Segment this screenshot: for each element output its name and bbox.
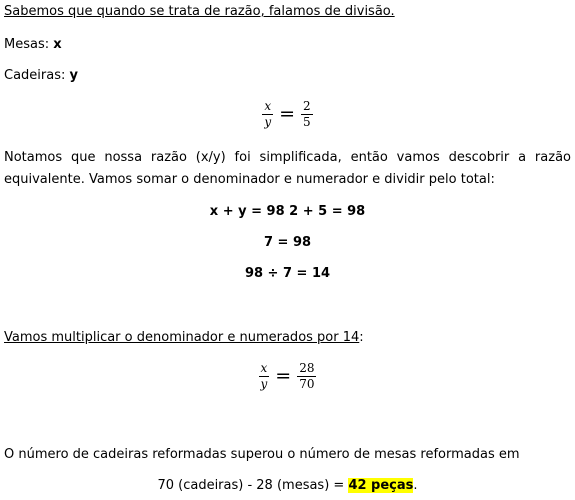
cadeiras-variable: y [69,68,78,83]
fraction-28-over-70 [297,362,316,391]
ratio-equation-2 [0,359,575,393]
multiply-text: Vamos multiplicar o denominador e numerados por 14 [4,330,360,345]
equation-total: 7 = 98 [263,235,312,250]
result-answer-highlight: 42 peças [348,478,414,493]
mesas-variable: x [53,37,62,52]
explanation-paragraph: Notamos que nossa razão (x/y) foi simplificada, então vamos descobrir a razão equivalente. Vamos somar o denominador e numerador e dividir pelo total: [4,150,571,187]
result-prefix: 70 (cadeiras) - 28 (mesas) = [157,478,349,493]
multiply-line [4,329,364,346]
fraction-numerator: 28 [299,360,315,375]
fraction-denominator: y [260,376,268,391]
result-period: . [413,478,418,493]
equation-division: 98 ÷ 7 = 14 [244,266,331,281]
fraction-denominator: y [264,114,272,129]
equation-sum: x + y = 98 2 + 5 = 98 [209,204,366,219]
fraction-numerator: x [264,98,272,113]
ratio-equation-1 [0,97,575,131]
multiply-colon: : [359,330,364,345]
fraction-x-over-y [259,362,270,391]
fraction-denominator: 5 [303,114,311,129]
equals-sign: = [279,102,296,125]
fraction-denominator: 70 [299,376,315,391]
mesas-label: Mesas: [4,37,54,52]
cadeiras-line [4,67,78,84]
result-line [0,477,575,494]
fraction-x-over-y [262,100,273,129]
fraction-numerator: 2 [303,98,311,113]
fraction-2-over-5 [301,100,313,129]
cadeiras-label: Cadeiras: [4,68,70,83]
fraction-numerator: x [260,360,268,375]
equals-sign: = [275,364,292,387]
intro-text: Sabemos que quando se trata de razão, falamos de divisão. [4,4,395,19]
mesas-line [4,36,62,53]
conclusion-text: O número de cadeiras reformadas superou o número de mesas reformadas em [4,447,520,462]
